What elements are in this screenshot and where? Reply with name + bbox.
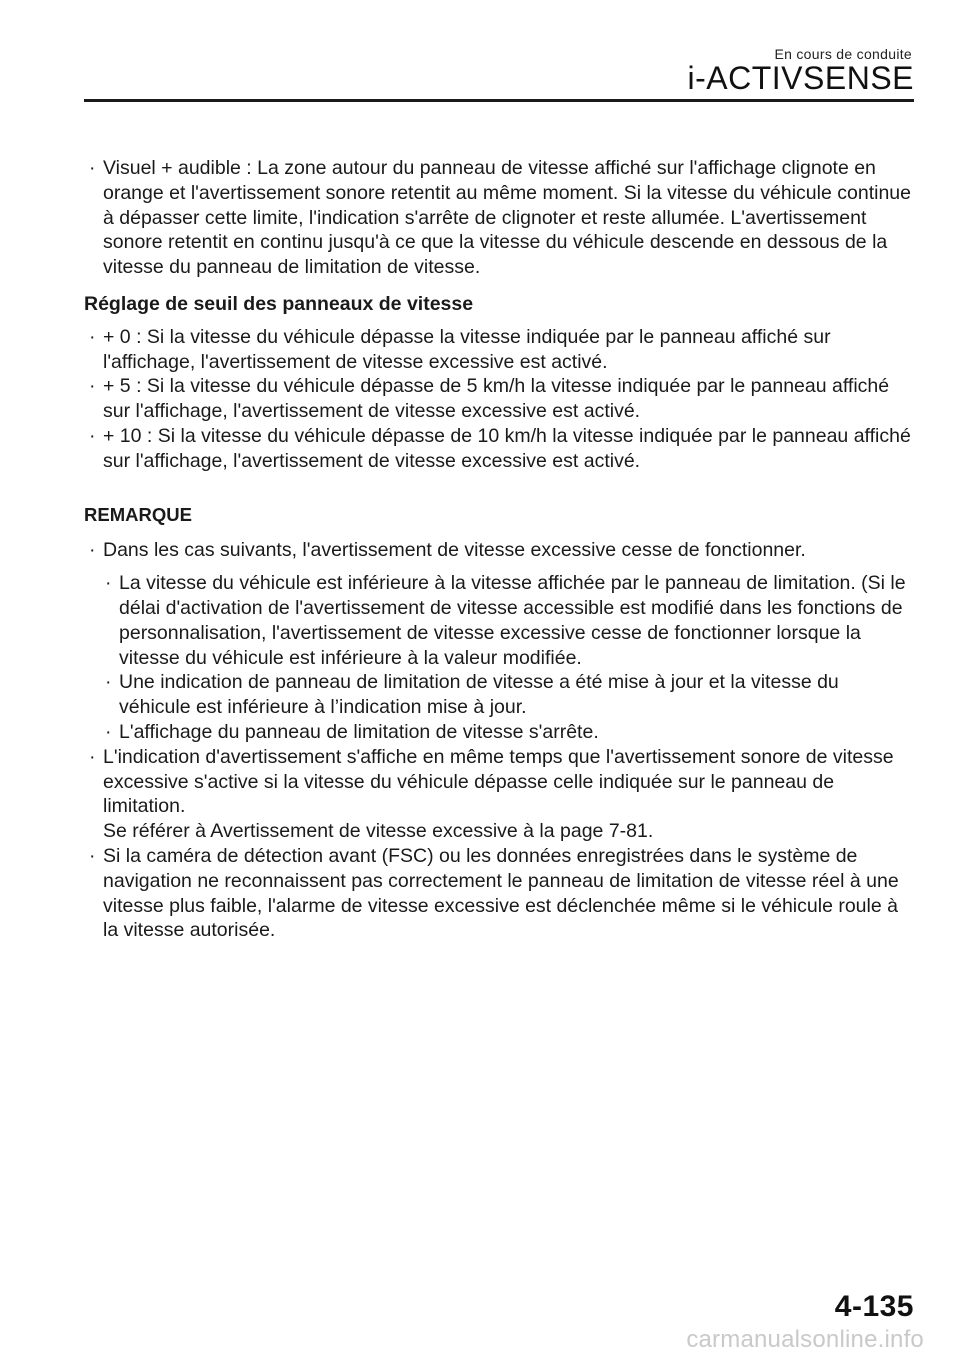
cross-reference: Se référer à Avertissement de vitesse excessive à la page 7-81. <box>103 820 654 843</box>
section-heading: Réglage de seuil des panneaux de vitesse <box>84 292 474 315</box>
list-item: · Si la caméra de détection avant (FSC) ou les données enregistrées dans le système de navigation ne reconnaissent pas correctement le panneau de limitation de vitesse réel à une vitesse plus faible, l'alarme de vitesse excessive est déclenchée même si le véhicule roule à la vitesse autorisée. <box>84 844 914 943</box>
list-item: · + 10 : Si la vitesse du véhicule dépasse de 10 km/h la vitesse indiquée par le panneau affiché sur l'affichage, l'avertissement de vitesse excessive est activé. <box>84 424 914 474</box>
note-heading: REMARQUE <box>84 503 192 525</box>
header-rule <box>84 99 914 102</box>
sub-list-item: · Une indication de panneau de limitation de vitesse a été mise à jour et la vitesse du véhicule est inférieure à l’indication mise à jour. <box>100 670 914 720</box>
list-item: · + 0 : Si la vitesse du véhicule dépasse la vitesse indiquée par le panneau affiché sur l'affichage, l'avertissement de vitesse excessive est activé. <box>84 325 914 375</box>
list-item <box>84 745 914 844</box>
list-item: · + 5 : Si la vitesse du véhicule dépasse de 5 km/h la vitesse indiquée par le panneau affiché sur l'affichage, l'avertissement de vitesse excessive est activé. <box>84 374 914 424</box>
watermark: carmanualsonline.info <box>686 1326 924 1353</box>
list-item: · Visuel + audible : La zone autour du panneau de vitesse affiché sur l'affichage clignote en orange et l'avertissement sonore retentit au même moment. Si la vitesse du véhicule continue à dépasser cette limite, l'indication s'arrête de clignoter et reste allumée. L'avertissement sonore retentit en continu jusqu'à ce que la vitesse du véhicule descende en dessous de la vitesse du panneau de limitation de vitesse. <box>84 156 914 280</box>
sub-list-item: · L'affichage du panneau de limitation de vitesse s'arrête. <box>100 720 914 745</box>
page-number: 4-135 <box>834 1290 914 1323</box>
page-content <box>84 156 914 943</box>
list-item-text: · L'indication d'avertissement s'affiche en même temps que l'avertissement sonore de vitesse excessive s'active si la vitesse du véhicule dépasse celle indiquée sur le panneau de limitation. <box>103 745 894 818</box>
sub-list-item: · La vitesse du véhicule est inférieure à la vitesse affichée par le panneau de limitation. (Si le délai d'activation de l'avertissement de vitesse accessible est modifié dans les fonctions de personnalisation, l'avertissement de vitesse excessive cesse de fonctionner lorsque la vitesse du véhicule est inférieure à la valeur modifiée. <box>100 571 914 670</box>
list-item: · Dans les cas suivants, l'avertissement de vitesse excessive cesse de fonctionner. <box>84 538 914 563</box>
header-title: i-ACTIVSENSE <box>687 60 914 96</box>
header-section-label: En cours de conduite <box>774 46 912 62</box>
